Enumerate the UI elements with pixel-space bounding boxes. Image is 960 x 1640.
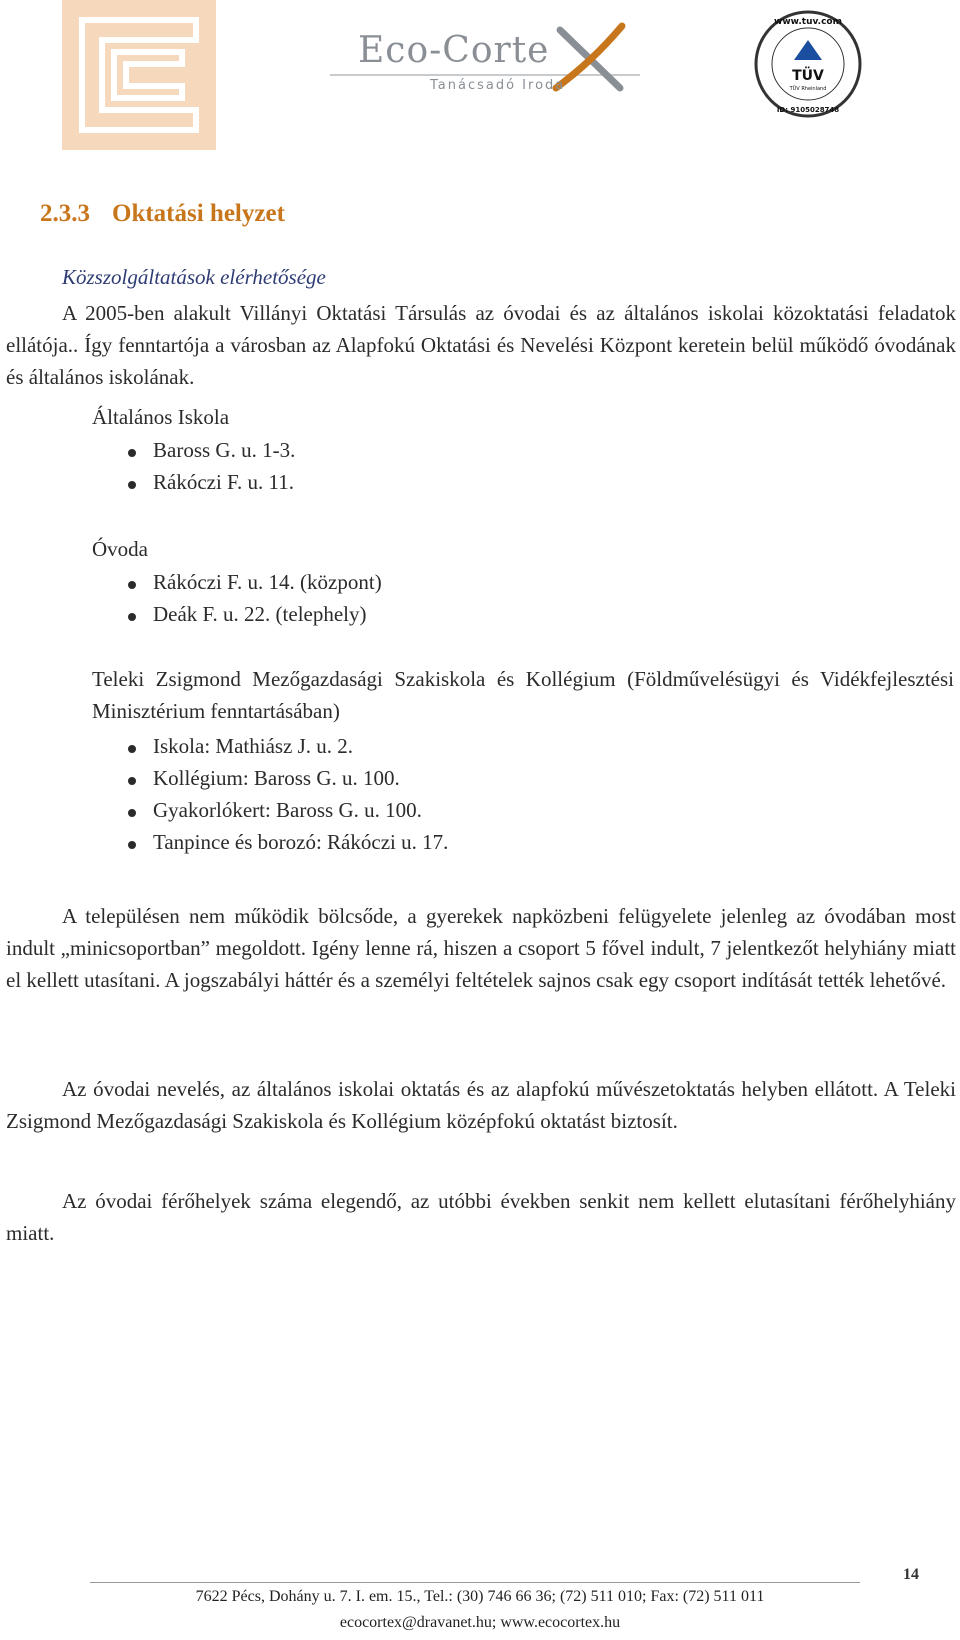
section-title-text: Oktatási helyzet — [112, 200, 285, 227]
svg-text:ID: 9105028748: ID: 9105028748 — [776, 106, 840, 114]
page-number: 14 — [903, 1566, 919, 1583]
company-logo-icon — [62, 0, 216, 150]
page-header — [0, 0, 960, 160]
intro-paragraph: A 2005-ben alakult Villányi Oktatási Társulás az óvodai és az általános iskolai közoktatási feladatok ellátója.. Így fenntartója a városban az Alapfokú Oktatási és Nevelési Központ keretein belül működő óvodának és általános iskolának. — [6, 301, 956, 389]
body-paragraph: A településen nem működik bölcsőde, a gyerekek napközbeni felügyelete jelenleg az óvodában most indult „minicsoportban” megoldott. Igény lenne rá, hiszen a csoport 5 fővel indult, 7 jelentkezőt helyhiány miatt el kellett utasítani. A jogszabályi háttér és a személyi feltételek sajnos csak egy csoport indítását tették lehetővé. — [6, 904, 956, 992]
brand-name: Eco-Corte — [358, 30, 550, 71]
bullet-icon — [128, 449, 136, 457]
section-subtitle: Közszolgáltatások elérhetősége — [62, 265, 326, 289]
svg-text:TÜV: TÜV — [792, 68, 824, 84]
teleki-school-title: Teleki Zsigmond Mezőgazdasági Szakiskola és Kollégium (Földművelésügyi és Vidékfejlesztési Minisztérium fenntartásában) — [92, 667, 954, 723]
body-paragraph: Az óvodai nevelés, az általános iskolai oktatás és az alapfokú művészetoktatás helyben ellátott. A Teleki Zsigmond Mezőgazdasági Szakiskola és Kollégium középfokú oktatást biztosít. — [6, 1077, 956, 1133]
bullet-icon — [128, 841, 136, 849]
body-paragraph: Az óvodai férőhelyek száma elegendő, az utóbbi években senkit nem kellett elutasítani férőhelyhiány miatt. — [6, 1189, 956, 1245]
footer-divider — [90, 1582, 860, 1583]
brand-subtitle: Tanácsadó Iroda — [430, 78, 566, 93]
brand-logo — [330, 22, 650, 102]
bullet-icon — [128, 581, 136, 589]
bullet-icon — [128, 481, 136, 489]
bullet-icon — [128, 809, 136, 817]
footer-address: 7622 Pécs, Dohány u. 7. I. em. 15., Tel.: (30) 746 66 36; (72) 511 010; Fax: (72) 511 011 — [195, 1588, 765, 1605]
group-title-kindergarten: Óvoda — [92, 537, 148, 561]
bullet-icon — [128, 613, 136, 621]
group-title-school: Általános Iskola — [92, 405, 230, 429]
bullet-icon — [128, 777, 136, 785]
section-title — [40, 200, 285, 228]
svg-text:www.tuv.com: www.tuv.com — [774, 17, 842, 27]
footer-contact: ecocortex@dravanet.hu; www.ecocortex.hu — [339, 1614, 621, 1631]
tuv-certification-seal-icon — [752, 8, 864, 120]
svg-text:TÜV Rheinland: TÜV Rheinland — [789, 86, 827, 92]
section-number: 2.3.3 — [40, 200, 90, 227]
bullet-icon — [128, 745, 136, 753]
